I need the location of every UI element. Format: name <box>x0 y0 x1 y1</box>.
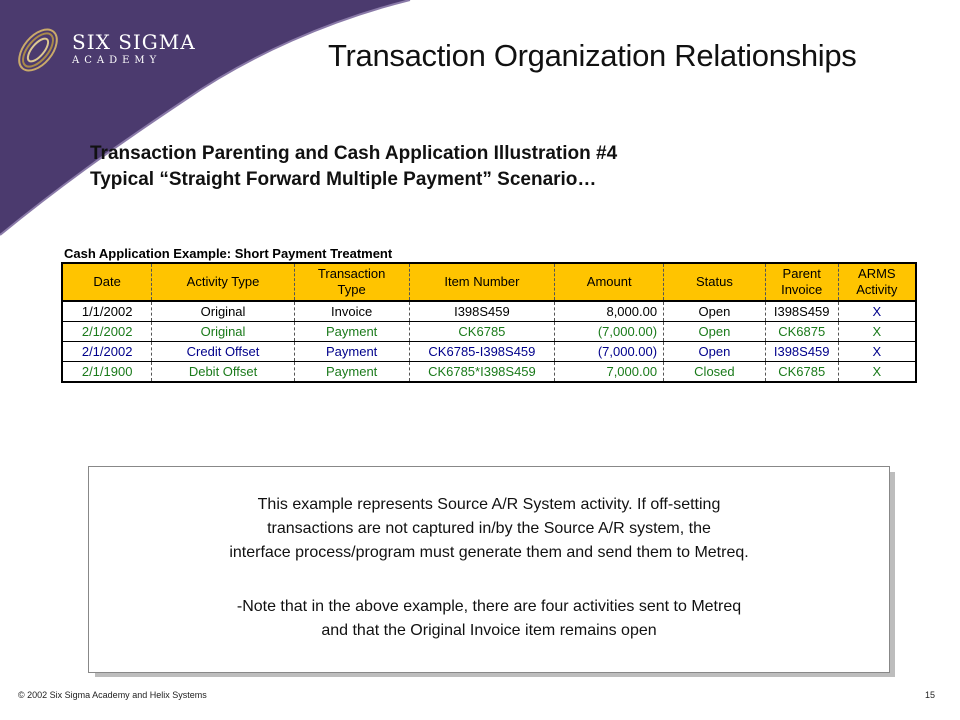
cell-date: 1/1/2002 <box>62 301 152 322</box>
cell-amount: 7,000.00 <box>555 362 664 383</box>
cell-amount: (7,000.00) <box>555 322 664 342</box>
cell-type: Payment <box>294 362 409 383</box>
cell-type: Payment <box>294 322 409 342</box>
note-paragraph-1 <box>89 493 889 565</box>
note-line: -Note that in the above example, there are four activities sent to Metreq <box>236 598 742 615</box>
cell-parent: CK6875 <box>765 322 838 342</box>
cell-type: Payment <box>294 342 409 362</box>
header-parent-invoice: Parent Invoice <box>765 263 838 301</box>
cell-arms: X <box>838 342 916 362</box>
cell-item: CK6785*I398S459 <box>409 362 555 383</box>
cell-status: Open <box>664 342 766 362</box>
header-item-number: Item Number <box>409 263 555 301</box>
header-transaction-type: Transaction Type <box>294 263 409 301</box>
note-line: This example represents Source A/R System activity. If off-setting <box>257 496 721 513</box>
cell-parent: I398S459 <box>765 342 838 362</box>
header-arms-activity: ARMS Activity <box>838 263 916 301</box>
cell-arms: X <box>838 322 916 342</box>
table-row <box>62 362 916 383</box>
subtitle-line-1: Transaction Parenting and Cash Application Illustration #4 <box>90 143 618 164</box>
header-amount: Amount <box>555 263 664 301</box>
cell-item: CK6785 <box>409 322 555 342</box>
cell-parent: CK6785 <box>765 362 838 383</box>
subtitle-line-2: Typical “Straight Forward Multiple Payment” Scenario… <box>90 169 597 190</box>
table-row <box>62 301 916 322</box>
cell-activity: Debit Offset <box>152 362 294 383</box>
cell-activity: Credit Offset <box>152 342 294 362</box>
note-line: and that the Original Invoice item remains open <box>321 622 657 639</box>
note-box <box>88 466 890 673</box>
cell-amount: 8,000.00 <box>555 301 664 322</box>
cell-item: I398S459 <box>409 301 555 322</box>
cell-date: 2/1/2002 <box>62 342 152 362</box>
cell-status: Closed <box>664 362 766 383</box>
cell-amount: (7,000.00) <box>555 342 664 362</box>
slide-subtitle <box>90 141 617 193</box>
logo-text-six-sigma: SIX SIGMA <box>72 30 196 54</box>
cash-application-table <box>61 262 917 383</box>
note-paragraph-2 <box>89 595 889 643</box>
header-status: Status <box>664 263 766 301</box>
cell-date: 2/1/2002 <box>62 322 152 342</box>
cell-activity: Original <box>152 301 294 322</box>
logo-swirl-icon <box>8 18 72 82</box>
table-row <box>62 322 916 342</box>
table-caption: Cash Application Example: Short Payment Treatment <box>64 246 393 261</box>
cell-item: CK6785-I398S459 <box>409 342 555 362</box>
cell-status: Open <box>664 322 766 342</box>
cell-type: Invoice <box>294 301 409 322</box>
cell-parent: I398S459 <box>765 301 838 322</box>
cell-arms: X <box>838 301 916 322</box>
table-header-row <box>62 263 916 301</box>
cell-date: 2/1/1900 <box>62 362 152 383</box>
header-date: Date <box>62 263 152 301</box>
slide-title: Transaction Organization Relationships <box>328 38 857 73</box>
note-line: transactions are not captured in/by the Source A/R system, the <box>267 520 711 537</box>
cell-arms: X <box>838 362 916 383</box>
cell-activity: Original <box>152 322 294 342</box>
table-row <box>62 342 916 362</box>
note-line: interface process/program must generate them and send them to Metreq. <box>229 544 749 561</box>
header-activity-type: Activity Type <box>152 263 294 301</box>
cell-status: Open <box>664 301 766 322</box>
logo-text-academy: ACADEMY <box>72 55 162 66</box>
page-number: 15 <box>925 690 936 700</box>
footer-copyright: © 2002 Six Sigma Academy and Helix Systems <box>18 690 207 700</box>
